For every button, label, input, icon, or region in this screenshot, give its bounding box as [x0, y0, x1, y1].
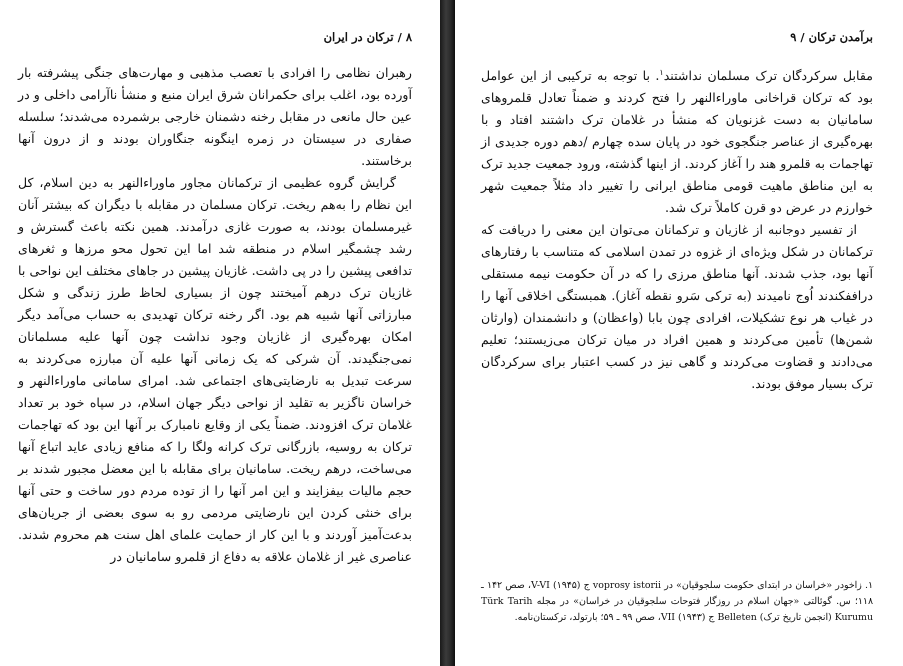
left-page-header: ۸ / ترکان در ایران	[323, 30, 412, 44]
paragraph: از تفسیر دوجانبه از غازیان و ترکمانان می‌توان این معنی را دریافت که ترکمانان در شکل ویژه‌ای از غزوه در تمدن اسلامی که متناسب با رفتارهای آنها بود، جذب شدند. آنها مناطق مرزی را که در آن حکومت نیمه مستقلی دراففکندند اُوج نامیدند (به ترکی سَرو نقطه آغاز). همبستگی اخلاقی آنها را در غیاب هر نوع تشکیلات، افرادی چون بابا (واعظان) و دانشمندان (وارثان شمن‌ها) تأمین می‌کردند و همین افراد در میان ترکان می‌زیستند؛ تعلیم می‌دادند و قضاوت می‌کردند و گاهی نیز در کسب اعتبار برای سرکردگان ترک بسیار موفق بودند.	[481, 222, 873, 392]
left-page-body	[18, 62, 412, 568]
footnote: ۱. زاخودر «خراسان در ابتدای حکومت سلجوقیان» در voprosy istorii ج V-VI (۱۹۴۵)، صص ۱۴۲ ـ ۱۱۸؛ س. گوئالتی «جهان اسلام در روزگار فتوحات سلجوقیان در خراسان» در مجله Türk Tarih Kurumu (انجمن تاریخ ترک) Belleten ج VII (۱۹۴۳)، صص ۹۹ ـ ۵۹؛ بارتولد، ترکستان‌نامه.	[481, 580, 873, 623]
paragraph: رهبران نظامی را افرادی با تعصب مذهبی و مهارت‌های جنگی پیشرفته بار آورده بود، اغلب برای حکمرانان شرق ایران منبع و منشأ ناآرامی داخلی و در عین حال مانعی در مقابل رخنه دشمنان خارجی برشمرده می‌شدند؛ سلسله صفاری در سیستان در زمره اینگونه جنگاوران بودند و از درون آنها برخاستند.	[18, 65, 412, 168]
paragraph-text: . با توجه به ترکیبی از این عوامل بود که ترکان قراخانی ماوراءالنهر را فتح کردند و ضمناً تعادل قلمروهای سامانیان به دست غزنویان که منشأ در غلامان ترک داشتند افتاد و با بهره‌گیری از عناصر جنگجوی خود در پایان سده چهارم /دهم دوره جدیدی از تهاجمات به قلمرو هند را آغاز کردند. از اینها گذشته، ورود جمعیت جدید ترک به این مناطق ماهیت قومی مناطق ایرانی را تغییر داد مثلاً جمعیت شهر خوارزم در عرض دو قرن کاملاً ترک شد.	[481, 68, 873, 216]
footnote-ref: ۱	[659, 68, 664, 77]
paragraph: گرایش گروه عظیمی از ترکمانان مجاور ماوراءالنهر به دین اسلام، کل این نظام را به‌هم ریخت. ترکان مسلمان در مقابله با دیگران که بیشتر آنان غیرمسلمان بودند، به صورت غازی درآمدند. همین نکته باعث گسترش و رشد چشمگیر اسلام در منطقه شد اما این تحول محو مرزها و ثغرهای تدافعی پیشین را در پی داشت. غازیان پیشین در جاهای مختلف این نواحی با غازیان ترک درهم آمیختند چون از بسیاری لحاظ طرز زندگی و شکل مبارزاتی آنها شبیه هم بود. اگر رخنه ترکان تهدیدی به حساب می‌آمد دیگر امکان بهره‌گیری از غازیان وجود نداشت چون آنها علیه مسلمانان نمی‌جنگیدند. آن شرکی که یک زمانی آنها علیه آن مبارزه می‌کردند به سرعت تبدیل به نارضایتی‌های اجتماعی شد. امرای سامانی ماوراءالنهر و خراسان ناگزیر به تقلید از نواحی دیگر جهان اسلام، در سپاه خود بر تعداد غلامان ترک افزودند. ضمناً یکی از وقایع نامبارک بر آنها این بود که تهاجمات ترکان به روسیه، بازرگانی ترک کرانه ولگا را که منافع زیادی عاید اتباع آنها می‌ساخت، درهم ریخت. سامانیان برای مقابله با این معضل مجبور شدند بر حجم مالیات بیفزایند و این امر آنها را از توده مردم دور ساخت و حتی آنها برای خنثی کردن این نارضایتی مردمی رو به سوی بعضی از جریان‌های بدعت‌آمیز آوردند و با این کار از حمایت علمای اهل سنت هم محروم شدند. عناصری غیر از غلامان علاقه به دفاع از قلمرو سامانیان در	[18, 175, 412, 564]
right-page	[455, 0, 903, 666]
left-page	[0, 0, 440, 666]
right-page-header: برآمدن ترکان / ۹	[790, 30, 873, 44]
paragraph	[481, 62, 873, 219]
paragraph-text: مقابل سرکردگان ترک مسلمان نداشتند	[663, 68, 873, 84]
book-spine	[440, 0, 455, 666]
right-page-body	[481, 62, 873, 395]
